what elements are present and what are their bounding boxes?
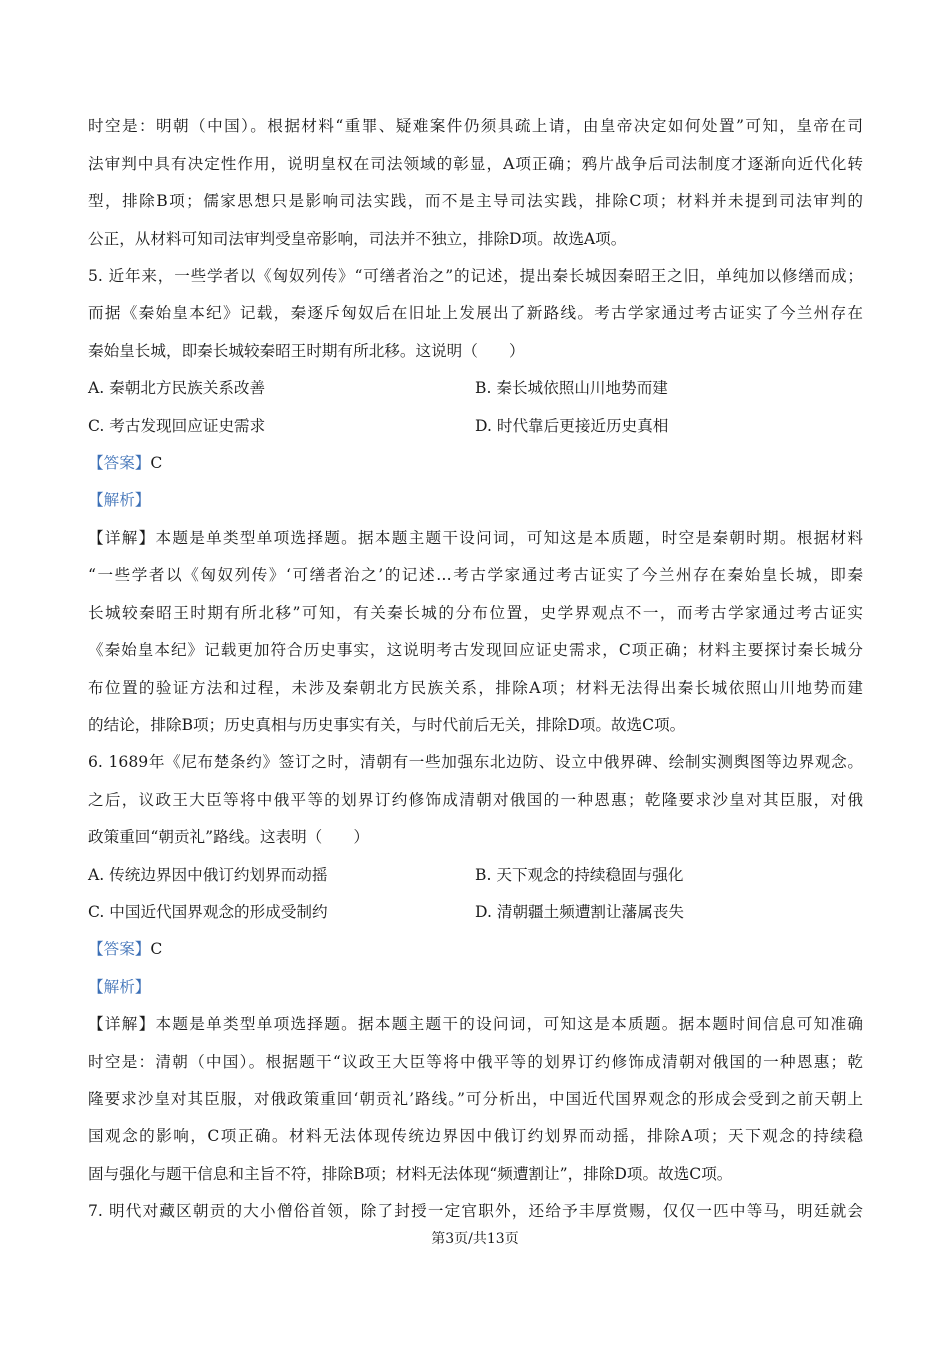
q5-stem-line: 秦始皇长城，即秦长城较秦昭王时期有所北移。这说明（ ） <box>88 342 525 360</box>
q5-option-b: B. 秦长城依照山川地势而建 <box>475 379 668 397</box>
answer-value: C <box>150 940 163 958</box>
q6-analysis-tag: 【解析】 <box>88 978 151 996</box>
q6-detail-line: 隆要求沙皇对其臣服，对俄政策重回‘朝贡礼’路线。”可分析出，中国近代国界观念的形成会受到之前天朝上 <box>88 1090 863 1108</box>
q6-detail-line: 固与强化与题干信息和主旨不符，排除B项；材料无法体现“频遭割让”，排除D项。故选C项。 <box>88 1165 733 1183</box>
q6-detail-line: 国观念的影响，C项正确。材料无法体现传统边界因中俄订约划界而动摇，排除A项；天下观念的持续稳 <box>88 1127 863 1145</box>
q5-detail-line: 《秦始皇本纪》记载更加符合历史事实，这说明考古发现回应证史需求，C项正确；材料主要探讨秦长城分 <box>88 641 863 659</box>
page-footer: 第3页/共13页 <box>431 1231 519 1247</box>
q6-answer <box>88 938 162 960</box>
q5-detail-line: 长城较秦昭王时期有所北移”可知，有关秦长城的分布位置，史学界观点不一，而考古学家通过考古证实 <box>88 604 863 622</box>
q5-option-a: A. 秦朝北方民族关系改善 <box>88 379 266 397</box>
answer-value: C <box>150 454 163 472</box>
q5-detail-line: 的结论，排除B项；历史真相与历史事实有关，与时代前后无关，排除D项。故选C项。 <box>88 716 686 734</box>
q5-analysis-tag: 【解析】 <box>88 491 151 509</box>
q5-answer <box>88 452 162 474</box>
q5-stem-line: 而据《秦始皇本纪》记载，秦逐斥匈奴后在旧址上发展出了新路线。考古学家通过考古证实了今兰州存在 <box>88 304 863 322</box>
q5-detail-line: 【详解】本题是单类型单项选择题。据本题主题干设问词，可知这是本质题，时空是秦朝时期。根据材料 <box>88 529 863 547</box>
q5-stem-line: 5. 近年来，一些学者以《匈奴列传》“可缮者治之”的记述，提出秦长城因秦昭王之旧，单纯加以修缮而成； <box>88 267 863 285</box>
prev-explanation-line: 型，排除B项；儒家思想只是影响司法实践，而不是主导司法实践，排除C项；材料并未提到司法审判的 <box>88 192 863 210</box>
answer-tag: 【答案】 <box>88 454 151 472</box>
answer-tag: 【答案】 <box>88 940 151 958</box>
q5-option-d: D. 时代靠后更接近历史真相 <box>475 417 669 435</box>
q6-stem-line: 6. 1689年《尼布楚条约》签订之时，清朝有一些加强东北边防、设立中俄界碑、绘制实测舆图等边界观念。 <box>88 753 863 771</box>
q6-option-b: B. 天下观念的持续稳固与强化 <box>475 866 684 884</box>
detail-tag: 【详解】 <box>88 529 156 547</box>
prev-explanation-line: 法审判中具有决定性作用，说明皇权在司法领域的彰显，A项正确；鸦片战争后司法制度才逐渐向近代化转 <box>88 155 863 173</box>
q6-option-a: A. 传统边界因中俄订约划界而动摇 <box>88 866 328 884</box>
q6-detail-line: 时空是：清朝（中国）。根据题干“议政王大臣等将中俄平等的划界订约修饰成清朝对俄国的一种恩惠；乾 <box>88 1053 863 1071</box>
q5-detail-line: 布位置的验证方法和过程，未涉及秦朝北方民族关系，排除A项；材料无法得出秦长城依照山川地势而建 <box>88 679 863 697</box>
q6-option-c: C. 中国近代国界观念的形成受制约 <box>88 903 328 921</box>
q6-stem-line: 之后，议政王大臣等将中俄平等的划界订约修饰成清朝对俄国的一种恩惠；乾隆要求沙皇对其臣服，对俄 <box>88 791 863 809</box>
q6-detail-line: 【详解】本题是单类型单项选择题。据本题主题干的设问词，可知这是本质题。据本题时间信息可知准确 <box>88 1015 863 1033</box>
prev-explanation-line: 公正，从材料可知司法审判受皇帝影响，司法并不独立，排除D项。故选A项。 <box>88 230 627 248</box>
detail-tag: 【详解】 <box>88 1015 156 1033</box>
q7-stem-line: 7. 明代对藏区朝贡的大小僧俗首领，除了封授一定官职外，还给予丰厚赏赐，仅仅一匹中等马，明廷就会 <box>88 1202 863 1220</box>
q5-detail-line: “一些学者以《匈奴列传》‘可缮者治之’的记述…考古学家通过考古证实了今兰州存在秦始皇长城，即秦 <box>88 566 863 584</box>
q6-option-d: D. 清朝疆土频遭割让藩属丧失 <box>475 903 684 921</box>
q6-stem-line: 政策重回“朝贡礼”路线。这表明（ ） <box>88 828 370 846</box>
q5-option-c: C. 考古发现回应证史需求 <box>88 417 266 435</box>
prev-explanation-line: 时空是：明朝（中国）。根据材料“重罪、疑难案件仍须具疏上请，由皇帝决定如何处置”可知，皇帝在司 <box>88 117 863 135</box>
